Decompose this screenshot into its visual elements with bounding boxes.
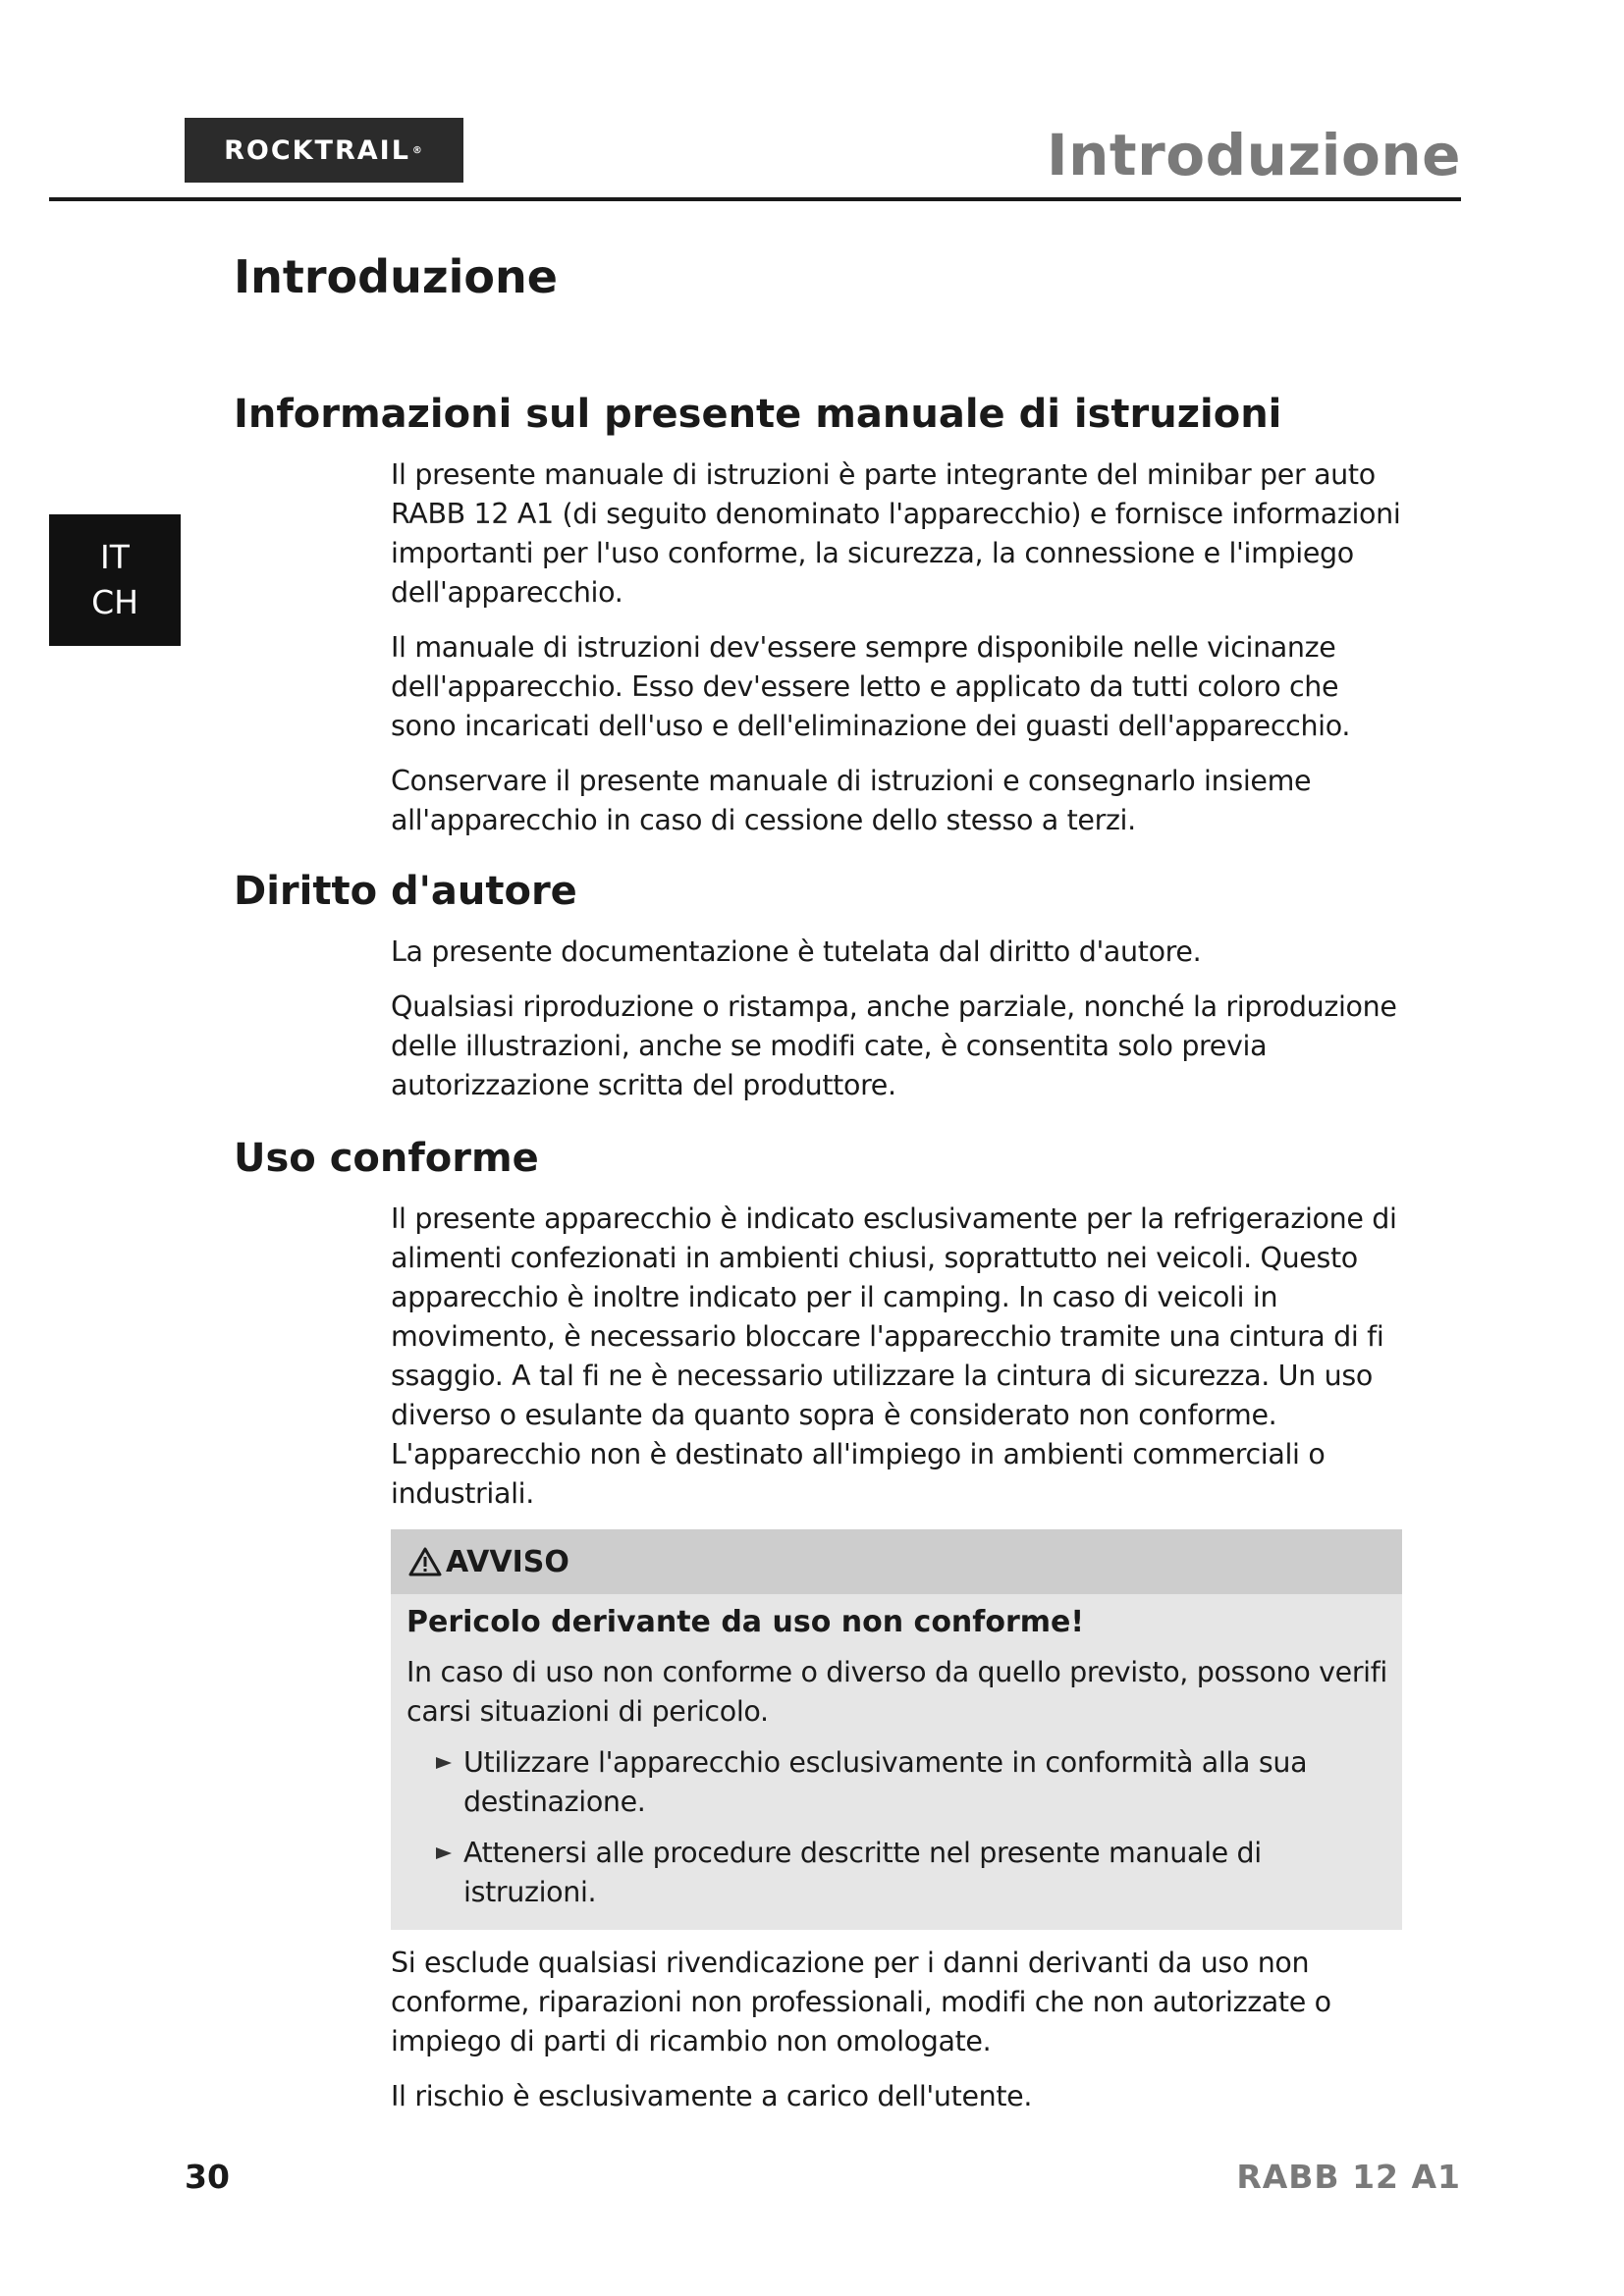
paragraph: Qualsiasi riproduzione o ristampa, anche parziale, nonché la riproduzione delle illustrazioni, anche se modifi cate, è consentita solo previa autorizzazione scritta del produttore.: [391, 990, 1397, 1101]
brand-logo-mark: ®: [411, 144, 424, 156]
warning-label: AVVISO: [446, 1544, 569, 1579]
bullet-arrow-icon: [436, 1834, 454, 1873]
paragraph: Si esclude qualsiasi rivendicazione per i danni derivanti da uso non conforme, riparazioni non professionali, modifi che non autorizzate o impiego di parti di ricambio non omologate.: [391, 1947, 1331, 2057]
main-content: [234, 245, 1407, 2132]
paragraph: La presente documentazione è tutelata dal diritto d'autore.: [391, 935, 1202, 968]
warning-bullet: [406, 1743, 1388, 1822]
brand-logo: [185, 118, 463, 183]
paragraph: Il rischio è esclusivamente a carico dell'utente.: [391, 2080, 1033, 2112]
header-divider: [49, 197, 1461, 201]
page-title: Introduzione: [234, 250, 558, 303]
section-heading-copyright: Diritto d'autore: [234, 869, 577, 914]
paragraph: Il presente apparecchio è indicato esclusivamente per la refrigerazione di alimenti confezionati in ambienti chiusi, soprattutto nei veicoli. Questo apparecchio è inoltre indicato per il camping. In caso di veicoli in movimento, è necessario bloccare l'apparecchio tramite una cintura di fi ssaggio. A tal fi ne è necessario utilizzare la cintura di sicurezza. Un uso diverso o esulante da quanto sopra è considerato non conforme. L'apparecchio non è destinato all'impiego in ambienti commerciali o industriali.: [391, 1202, 1397, 1510]
paragraph: Il presente manuale di istruzioni è parte integrante del minibar per auto RABB 12 A1 (di seguito denominato l'apparecchio) e fornisce informazioni importanti per l'uso conforme, la sicurezza, la connessione e l'impiego dell'apparecchio.: [391, 458, 1401, 609]
section-manual-info: [391, 455, 1407, 840]
page-number: 30: [185, 2158, 230, 2196]
warning-bullet: [406, 1834, 1388, 1912]
bullet-arrow-icon: [436, 1743, 454, 1783]
warning-box: [391, 1529, 1402, 1930]
warning-title: Pericolo derivante da uso non conforme!: [406, 1605, 1085, 1639]
model-number: RABB 12 A1: [1236, 2158, 1461, 2196]
section-copyright: [391, 933, 1407, 1105]
bullet-text: Attenersi alle procedure descritte nel presente manuale di istruzioni.: [463, 1837, 1262, 1908]
paragraph: Conservare il presente manuale di istruzioni e consegnarlo insieme all'apparecchio in caso di cessione dello stesso a terzi.: [391, 765, 1312, 836]
country-code: CH: [91, 583, 138, 621]
section-heading-manual-info: Informazioni sul presente manuale di istruzioni: [234, 392, 1282, 437]
warning-body: [391, 1594, 1402, 1930]
warning-header: [391, 1529, 1402, 1594]
language-tab: [49, 514, 181, 646]
header-title: Introduzione: [1047, 122, 1461, 188]
warning-triangle-icon: [408, 1547, 442, 1576]
language-code: IT: [100, 538, 130, 576]
bullet-text: Utilizzare l'apparecchio esclusivamente in conformità alla sua destinazione.: [463, 1746, 1308, 1818]
section-intended-use: [391, 1200, 1407, 2116]
section-heading-intended-use: Uso conforme: [234, 1136, 539, 1181]
paragraph: Il manuale di istruzioni dev'essere sempre disponibile nelle vicinanze dell'apparecchio. Esso dev'essere letto e applicato da tutti coloro che sono incaricati dell'uso e dell'eliminazione dei guasti dell'apparecchio.: [391, 631, 1351, 742]
warning-text: In caso di uso non conforme o diverso da quello previsto, possono verifi carsi situazioni di pericolo.: [406, 1656, 1388, 1728]
brand-logo-text: ROCKTRAIL: [224, 134, 410, 166]
